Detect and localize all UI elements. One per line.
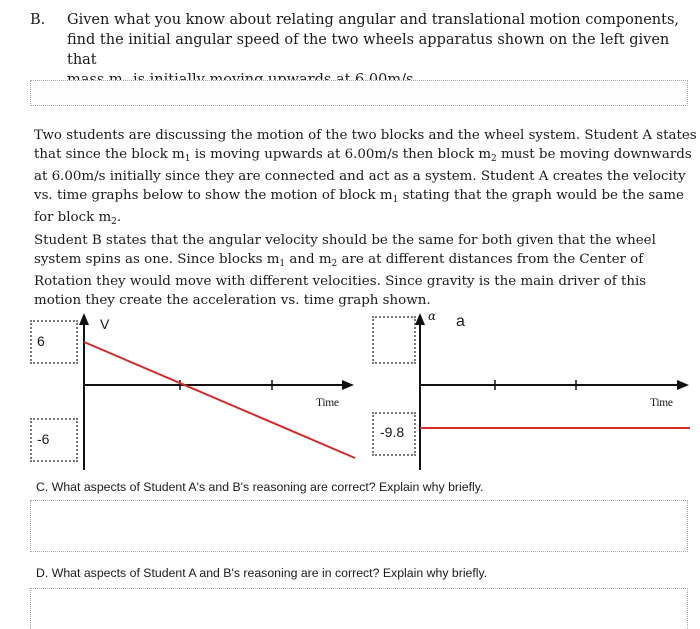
velocity-time-label: Time bbox=[316, 397, 339, 409]
acceleration-time-label: Time bbox=[650, 397, 673, 409]
answer-box-c[interactable] bbox=[30, 500, 688, 552]
velocity-top-value: 6 bbox=[37, 333, 45, 349]
alpha-symbol: α bbox=[428, 309, 437, 323]
acceleration-axis-label: a bbox=[456, 313, 465, 330]
question-c: C. What aspects of Student A's and B's reasoning are correct? Explain why briefly. bbox=[36, 480, 484, 494]
question-b-text: Given what you know about relating angular and translational motion components, find the initial angular speed of the two wheels apparatus shown on the left given that bbox=[67, 12, 679, 68]
velocity-bottom-value: -6 bbox=[37, 431, 50, 447]
question-d: D. What aspects of Student A and B's reasoning are in correct? Explain why briefly. bbox=[36, 566, 488, 580]
discussion-paragraph: Two students are discussing the motion of the two blocks and the wheel system. Student A states that since the block $m_1$ is moving upwards at 6.00m/s then block $m_2$ must be moving downwards at 6.00m/s initially since they are connected and act as a system. Student A creates the velocity vs. time graphs below to show the motion of block $m_1$ stating that the graph would be the same for block $m_2$. Student B states that the angular velocity should be the same for both given that the wheel system spins as one. Since blocks $m_1$ and $m_2$ are at different distances from the Center of Rotation they would move with different velocities. Since gravity is the main driver of this motion they create the acceleration vs. time graph shown. bbox=[34, 128, 697, 308]
answer-box-d[interactable] bbox=[30, 588, 688, 629]
acceleration-box-value: -9.8 bbox=[380, 424, 405, 440]
velocity-axis-label: V bbox=[100, 316, 110, 332]
question-b-label: B. bbox=[30, 12, 46, 28]
